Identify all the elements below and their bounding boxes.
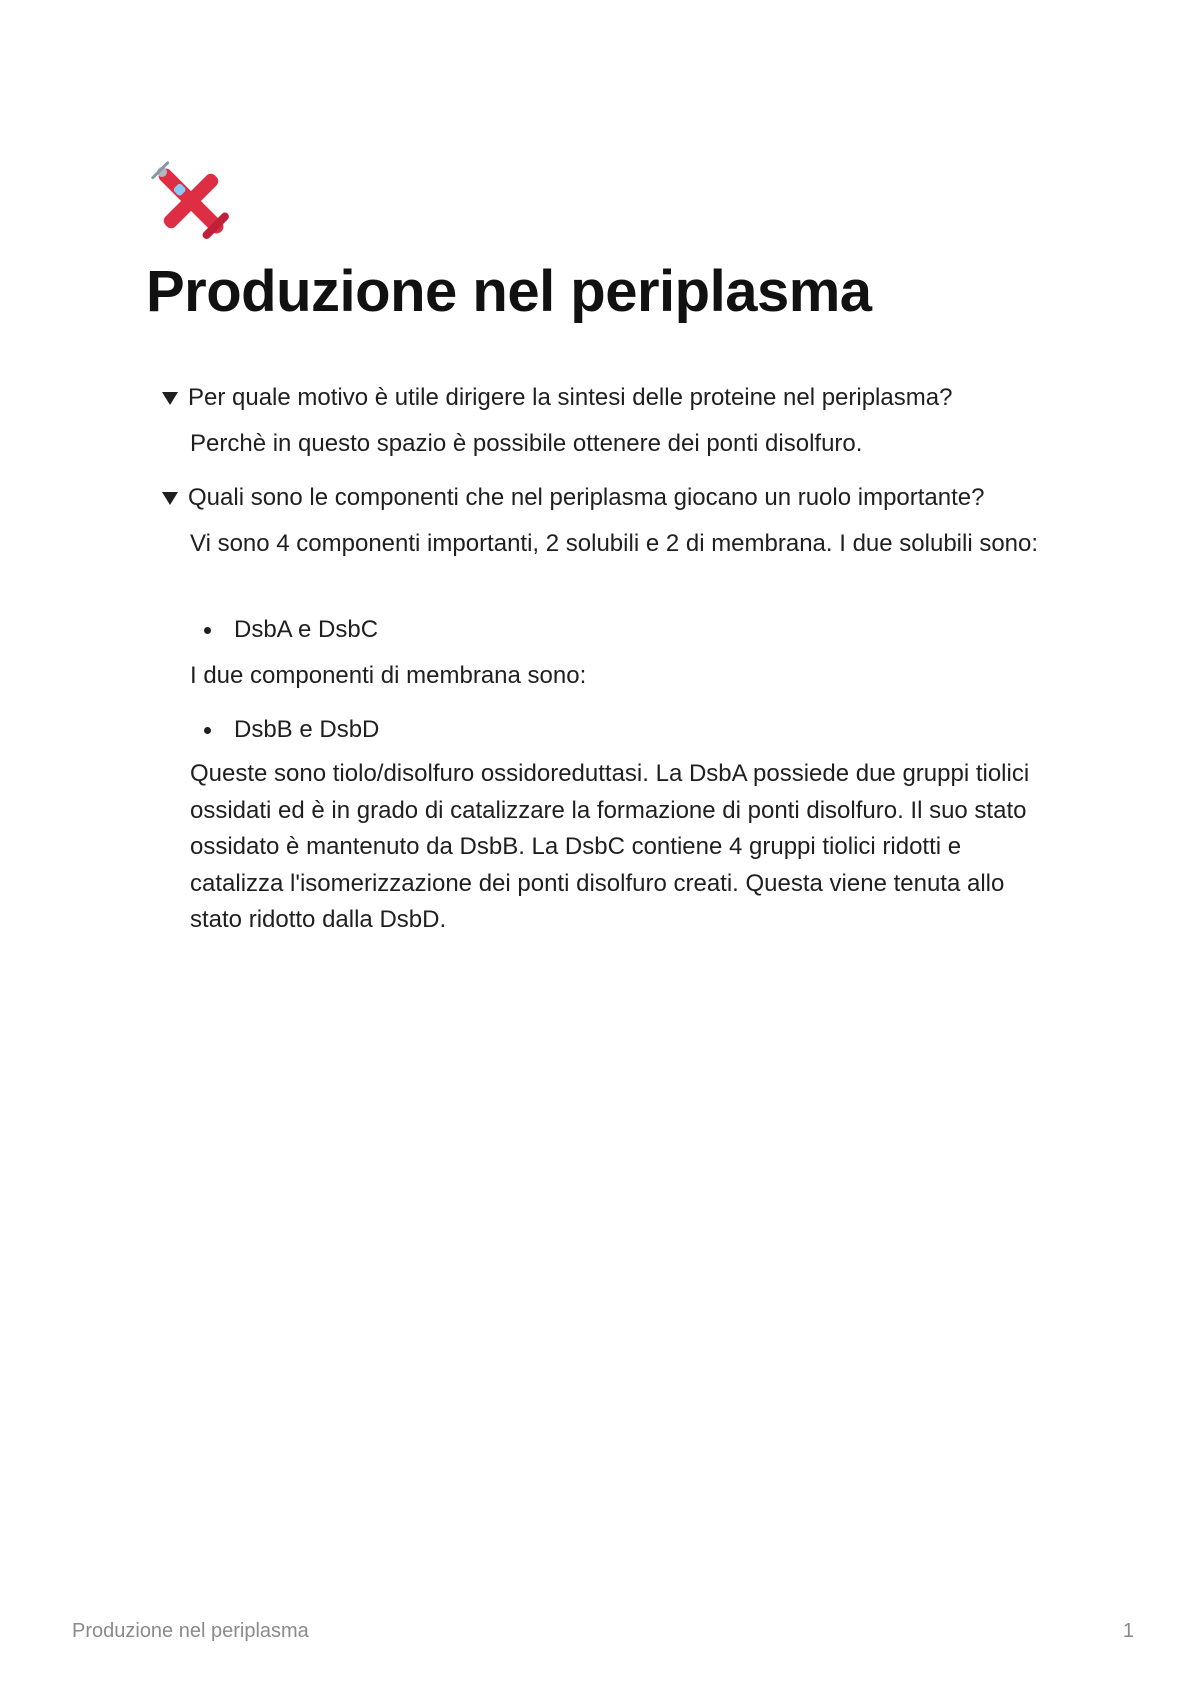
footer-title: Produzione nel periplasma — [72, 1620, 309, 1642]
membrane-intro-paragraph: I due componenti di membrana sono: — [190, 662, 587, 689]
triangle-down-icon[interactable] — [160, 382, 180, 414]
page-number: 1 — [1122, 1620, 1134, 1642]
bullet-dot-icon — [204, 727, 211, 734]
explanation-paragraph: Queste sono tiolo/disolfuro ossidoreduttasi. La DsbA possiede due gruppi tiolici ossidati ed è in grado di catalizzare la formazione di ponti disolfuro. Il suo stato ossidato è mantenuto da DsbB. La DsbC contiene 4 gruppi tiolici ridotti e catalizza l'isomerizzazione dei ponti disolfuro creati. Questa viene tenuta allo stato ridotto dalla DsbD. — [190, 760, 1030, 933]
airplane-icon — [146, 156, 236, 246]
bullet-dot-icon — [204, 627, 211, 634]
toggle-block-componenti: Quali sono le componenti che nel periplasma giocano un ruolo importante? Vi sono 4 componenti importanti, 2 solubili e 2 di membrana. I due solubili sono: DsbA e DsbC I due componenti di membrana sono: DsbB e DsbD Queste sono tiolo/disolfuro ossidoreduttasi. La DsbA possiede due gruppi tiolici ossidati ed è in grado di catalizzare la formazione di ponti disolfuro. Il suo stato ossidato è mantenuto da DsbB. La DsbC contiene 4 gruppi tiolici ridotti e catalizza l'isomerizzazione dei ponti disolfuro creati. Questa viene tenuta allo stato ridotto dalla DsbD. — [160, 482, 1060, 962]
intro-paragraph: Vi sono 4 componenti importanti, 2 solubili e 2 di membrana. I due solubili sono: — [190, 530, 1039, 557]
toggle-question: Per quale motivo è utile dirigere la sintesi delle proteine nel periplasma? — [188, 384, 953, 411]
triangle-down-icon[interactable] — [160, 482, 180, 514]
page-title: Produzione nel periplasma — [146, 259, 872, 324]
toggle-block-motivo — [160, 382, 1060, 462]
toggle-question: Quali sono le componenti che nel periplasma giocano un ruolo importante? — [188, 484, 985, 511]
answer-paragraph: Perchè in questo spazio è possibile ottenere dei ponti disolfuro. — [190, 430, 863, 457]
